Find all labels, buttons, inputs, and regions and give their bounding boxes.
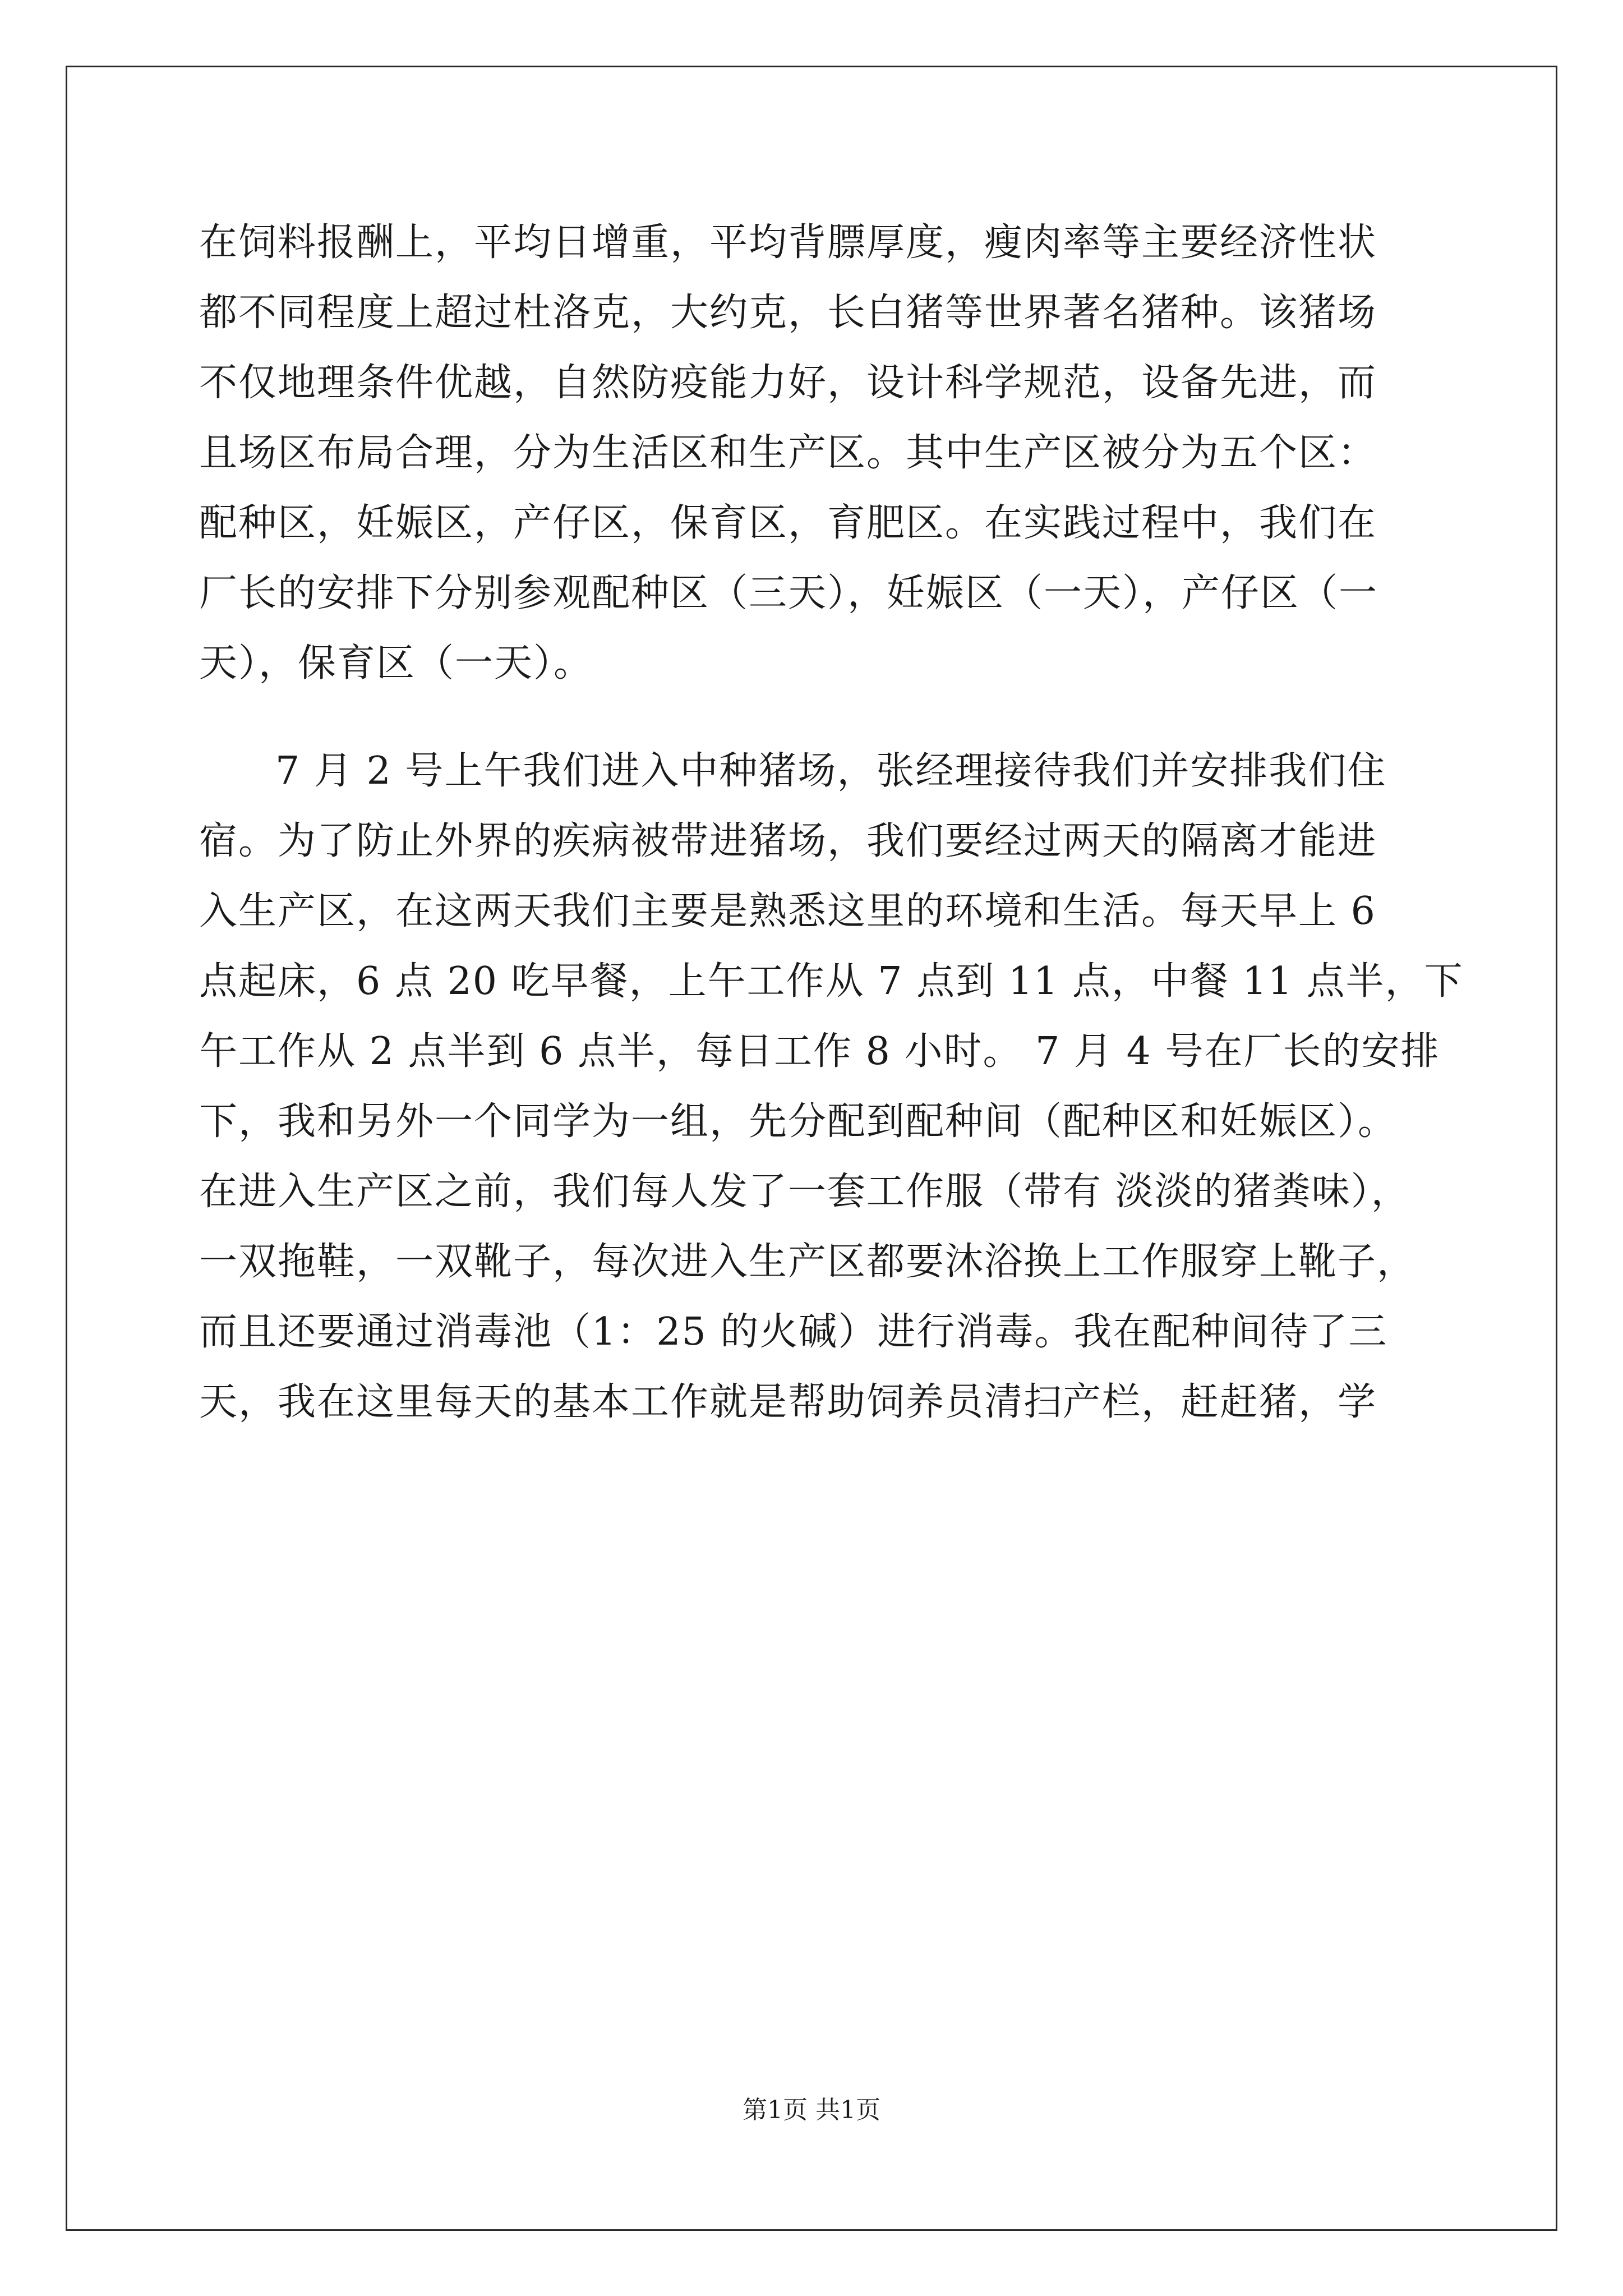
- text-line: 天，我在这里每天的基本工作就是帮助饲养员清扫产栏，赶赶猪，学: [199, 1380, 1377, 1424]
- text-line: 配种区，妊娠区，产仔区，保育区，育肥区。在实践过程中，我们在: [199, 501, 1377, 545]
- text-line: 宿。为了防止外界的疾病被带进猪场，我们要经过两天的隔离才能进: [199, 819, 1377, 863]
- page-number: 第1页 共1页: [743, 2096, 880, 2124]
- paragraph-spacing: [199, 698, 1427, 736]
- text-line: 而且还要通过消毒池（1：25 的火碱）进行消毒。我在配种间待了三: [199, 1310, 1388, 1354]
- document-body: [199, 208, 1464, 1437]
- text-line: 在进入生产区之前，我们每人发了一套工作服（带有 淡淡的猪粪味），: [199, 1170, 1410, 1214]
- text-line: 一双拖鞋，一双靴子，每次进入生产区都要沐浴换上工作服穿上靴子，: [199, 1240, 1417, 1284]
- text-line: 7 月 2 号上午我们进入中种猪场，张经理接待我们并安排我们住: [275, 749, 1387, 793]
- text-line: 在饲料报酬上，平均日增重，平均背膘厚度，瘦肉率等主要经济性状: [199, 220, 1377, 265]
- text-line: 下，我和另外一个同学为一组，先分配到配种间（配种区和妊娠区）。: [199, 1099, 1398, 1144]
- text-line: 且场区布局合理，分为生活区和生产区。其中生产区被分为五个区：: [199, 431, 1377, 475]
- text-line: 不仅地理条件优越，自然防疫能力好，设计科学规范，设备先进，而: [199, 361, 1377, 405]
- text-line: 点起床，6 点 20 吃早餐，上午工作从 7 点到 11 点，中餐 11 点半，下: [199, 959, 1464, 1004]
- text-line: 午工作从 2 点半到 6 点半，每日工作 8 小时。 7 月 4 号在厂长的安排: [199, 1029, 1440, 1074]
- text-line: 入生产区，在这两天我们主要是熟悉这里的环境和生活。每天早上 6: [199, 889, 1376, 933]
- text-line: 都不同程度上超过杜洛克，大约克，长白猪等世界著名猪种。该猪场: [199, 291, 1377, 335]
- text-line: 厂长的安排下分别参观配种区（三天），妊娠区（一天），产仔区（一: [199, 571, 1378, 615]
- text-line: 天），保育区（一天）。: [199, 641, 593, 685]
